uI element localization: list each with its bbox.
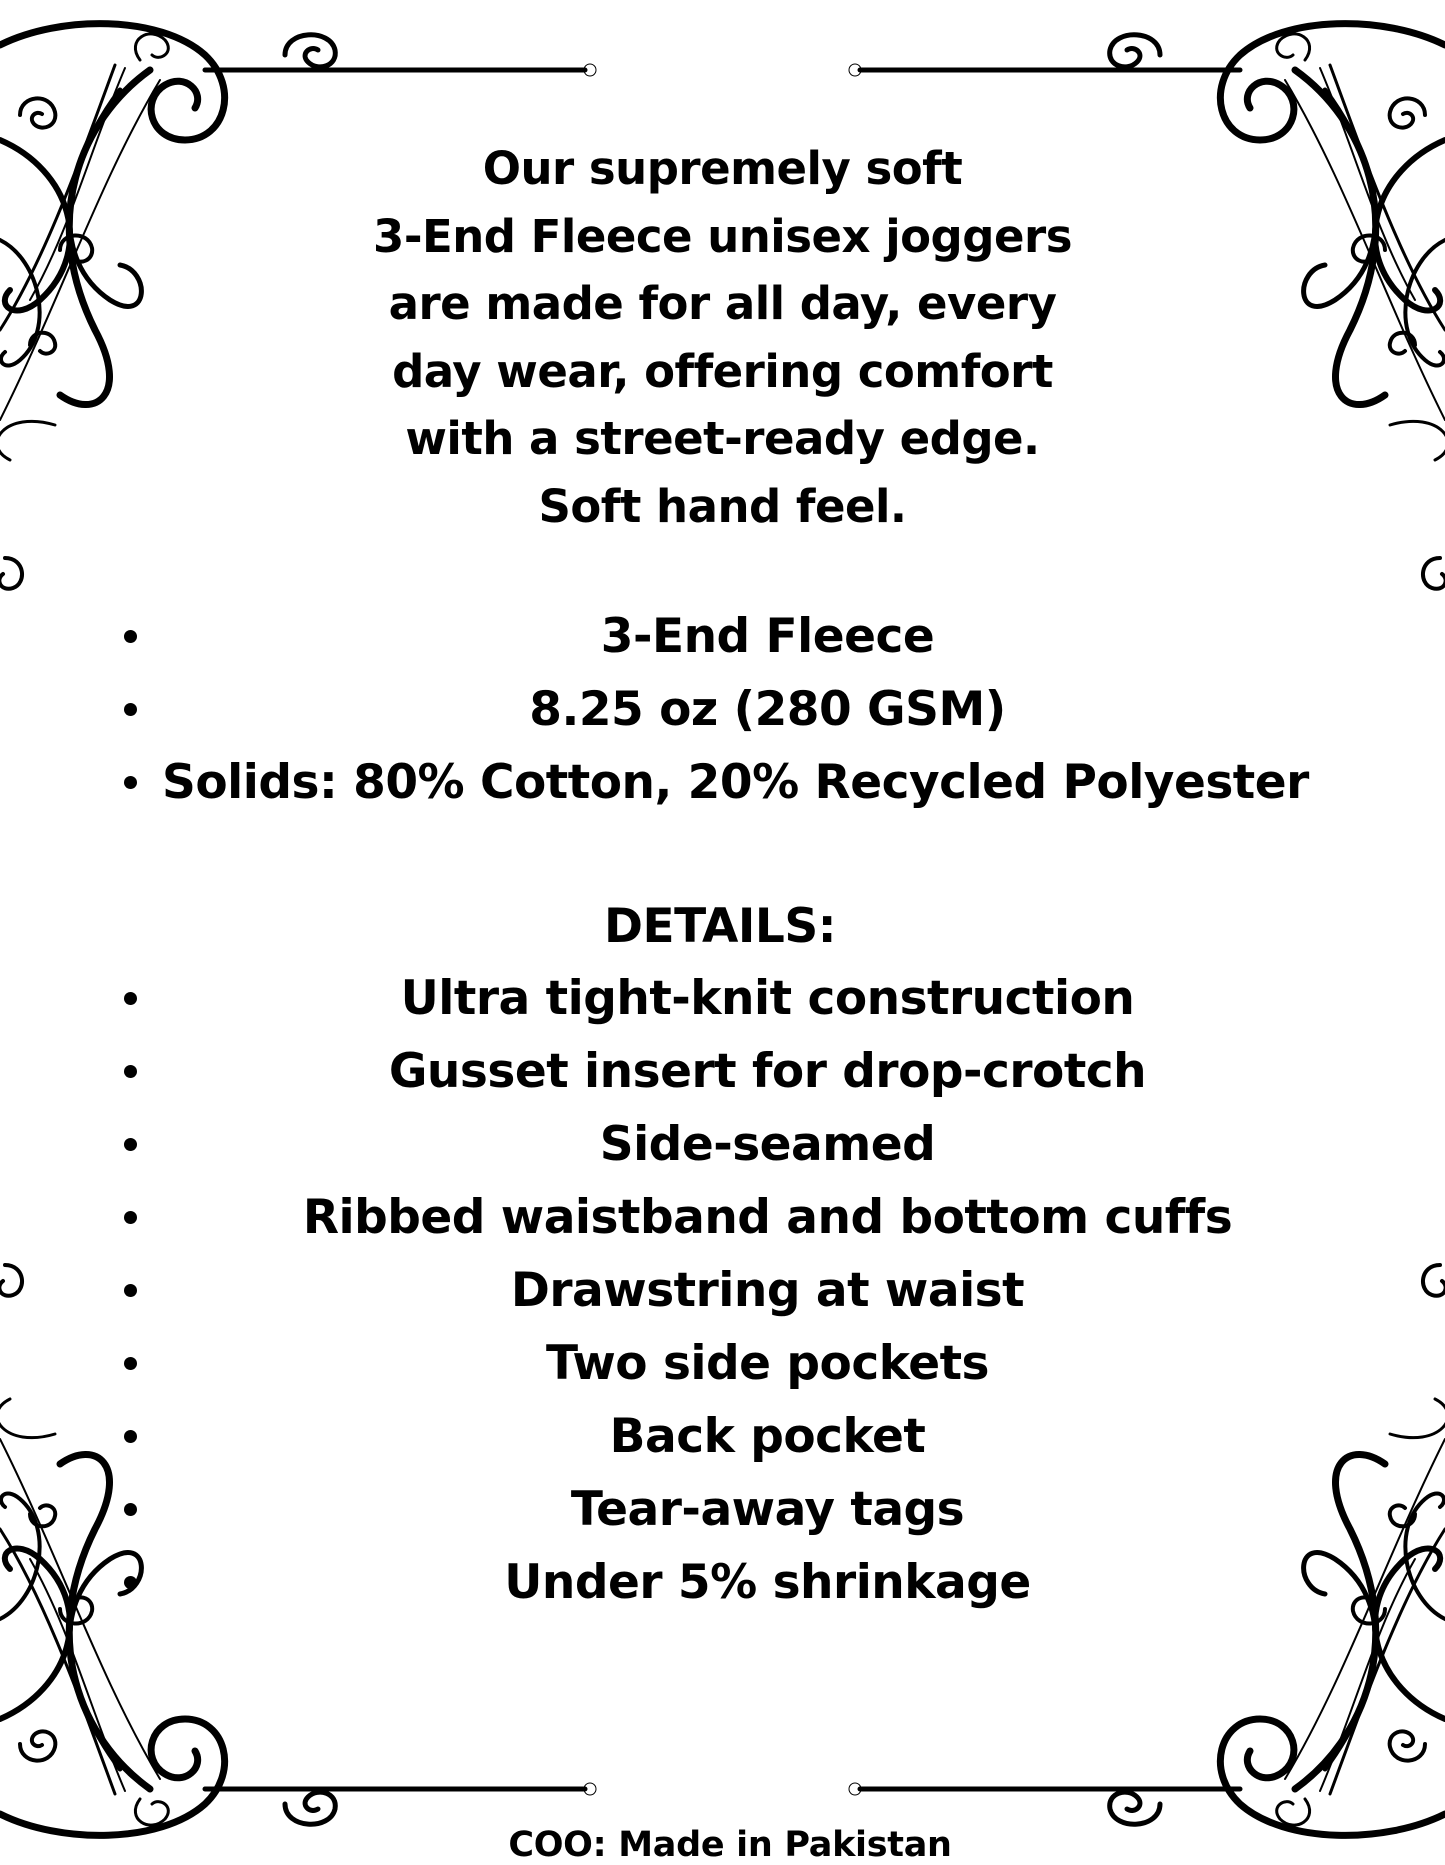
spec-item-text: 3-End Fleece: [600, 609, 935, 664]
details-item-text: Under 5% shrinkage: [504, 1555, 1031, 1610]
description-line: day wear, offering comfort: [392, 344, 1053, 398]
details-item-text: Two side pockets: [545, 1336, 990, 1391]
spec-item-text: 8.25 oz (280 GSM): [529, 682, 1006, 737]
details-item: [0, 1181, 1445, 1254]
details-item-text: Ultra tight-knit construction: [400, 971, 1135, 1026]
details-item-text: Gusset insert for drop-crotch: [388, 1044, 1147, 1099]
details-item: [0, 1108, 1445, 1181]
country-of-origin: COO: Made in Pakistan: [508, 1825, 952, 1865]
details-item-text: Back pocket: [609, 1409, 926, 1464]
details-item: [0, 1254, 1445, 1327]
bullet-icon: [124, 1211, 137, 1224]
description-line: Soft hand feel.: [538, 479, 907, 533]
details-item: [0, 1035, 1445, 1108]
details-list: [0, 962, 1445, 1619]
description-line: are made for all day, every: [388, 277, 1057, 330]
details-heading: DETAILS:: [604, 899, 836, 954]
description-line: with a street-ready edge.: [405, 412, 1040, 465]
details-item: [0, 962, 1445, 1035]
spec-list: [0, 600, 1445, 819]
bullet-icon: [124, 992, 137, 1005]
bullet-icon: [124, 630, 137, 643]
bullet-icon: [124, 1138, 137, 1151]
product-description: [300, 135, 1145, 540]
bullet-icon: [124, 1503, 137, 1516]
spec-item: [0, 673, 1445, 746]
details-item: [0, 1400, 1445, 1473]
details-item-text: Side-seamed: [599, 1117, 936, 1172]
bullet-icon: [124, 703, 137, 716]
description-line: Our supremely soft: [482, 142, 963, 195]
details-item: [0, 1473, 1445, 1546]
spec-item: [0, 600, 1445, 673]
spec-item: [0, 746, 1445, 819]
bullet-icon: [124, 1576, 137, 1589]
details-item-text: Drawstring at waist: [510, 1263, 1025, 1318]
bullet-icon: [124, 1284, 137, 1297]
details-item-text: Tear-away tags: [570, 1482, 965, 1537]
details-item: [0, 1327, 1445, 1400]
bullet-icon: [124, 1065, 137, 1078]
bullet-icon: [124, 1430, 137, 1443]
bullet-icon: [124, 776, 137, 789]
details-item-text: Ribbed waistband and bottom cuffs: [302, 1190, 1233, 1245]
bullet-icon: [124, 1357, 137, 1370]
spec-item-text: Solids: 80% Cotton, 20% Recycled Polyester: [162, 755, 1309, 810]
description-line: 3-End Fleece unisex joggers: [373, 209, 1072, 263]
details-item: [0, 1546, 1445, 1619]
